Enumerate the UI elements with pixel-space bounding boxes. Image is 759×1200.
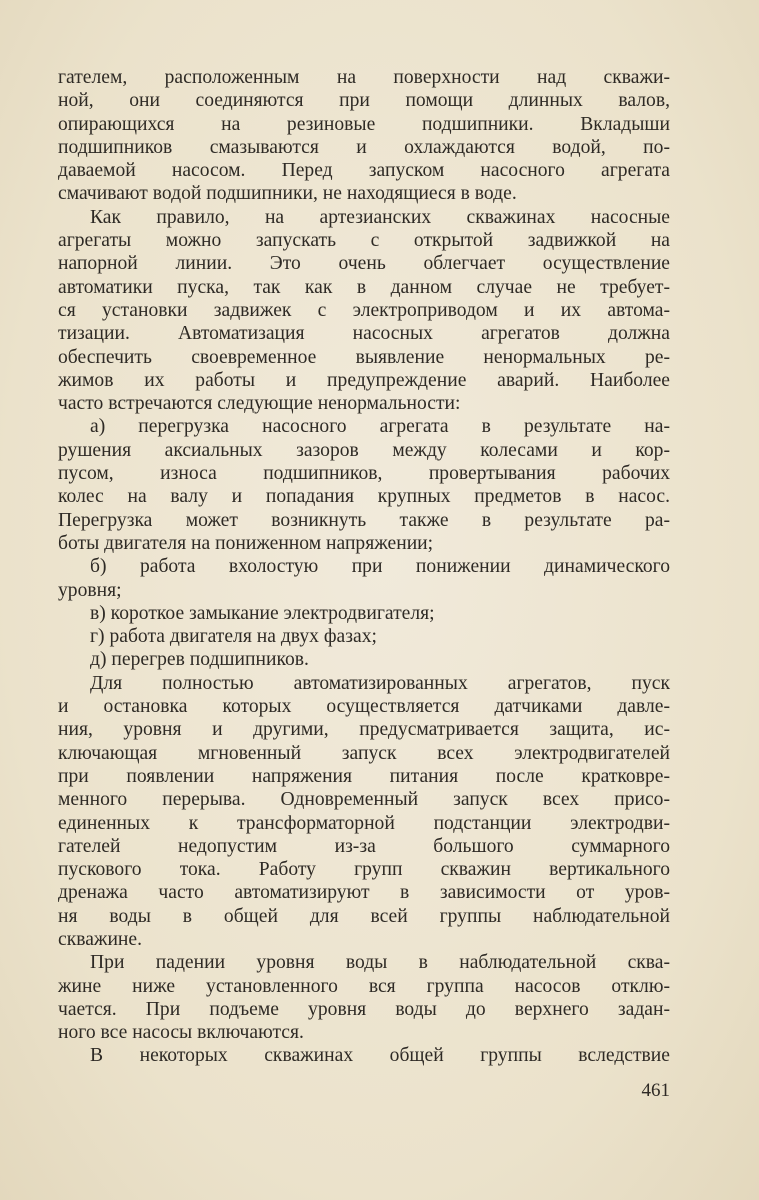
text-line: скважине. bbox=[58, 928, 143, 950]
text-line: при появлении напряжения питания после кратковре- bbox=[58, 765, 670, 787]
text-line: Для полностью автоматизированных агрегатов, пуск bbox=[90, 672, 670, 694]
text-line: пусом, износа подшипников, провертывания рабочих bbox=[58, 463, 670, 485]
text-line: Перегрузка может возникнуть также в результате ра- bbox=[58, 509, 670, 531]
text-line: г) работа двигателя на двух фазах; bbox=[90, 626, 377, 648]
text-line: дренажа часто автоматизируют в зависимости от уров- bbox=[58, 882, 670, 904]
text-line: рушения аксиальных зазоров между колесами и кор- bbox=[58, 439, 670, 461]
text-line: а) перегрузка насосного агрегата в результате на- bbox=[90, 416, 670, 438]
text-line: уровня; bbox=[58, 579, 122, 601]
text-line: ся установки задвижек с электроприводом и их автома- bbox=[58, 299, 670, 321]
text-line: ной, они соединяются при помощи длинных валов, bbox=[58, 90, 670, 112]
text-line: тизации. Автоматизация насосных агрегатов должна bbox=[58, 323, 670, 345]
text-line: ня воды в общей для всей группы наблюдательной bbox=[58, 905, 670, 927]
text-line: д) перегрев подшипников. bbox=[90, 649, 309, 671]
text-line: жимов их работы и предупреждение аварий. Наиболее bbox=[58, 369, 670, 391]
text-line: и остановка которых осуществляется датчиками давле- bbox=[58, 696, 670, 718]
text-line: пускового тока. Работу групп скважин вертикального bbox=[58, 859, 670, 881]
text-line: даваемой насосом. Перед запуском насосного агрегата bbox=[58, 160, 670, 182]
text-line: смачивают водой подшипники, не находящиеся в воде. bbox=[58, 183, 517, 205]
text-line: напорной линии. Это очень облегчает осуществление bbox=[58, 253, 670, 275]
text-line: ния, уровня и другими, предусматривается защита, ис- bbox=[58, 719, 670, 741]
text-line: жине ниже установленного вся группа насосов отклю- bbox=[58, 975, 670, 997]
text-line: При падении уровня воды в наблюдательной сква- bbox=[90, 952, 670, 974]
text-line: ключающая мгновенный запуск всех электродвигателей bbox=[58, 742, 670, 764]
text-line: подшипников смазываются и охлаждаются водой, по- bbox=[58, 136, 670, 158]
text-line: автоматики пуска, так как в данном случае не требует- bbox=[58, 276, 670, 298]
text-line: чается. При подъеме уровня воды до верхнего задан- bbox=[58, 998, 670, 1020]
page-number: 461 bbox=[641, 1080, 670, 1101]
text-line: опирающихся на резиновые подшипники. Вкладыши bbox=[58, 113, 670, 135]
text-line: единенных к трансформаторной подстанции электродви- bbox=[58, 812, 670, 834]
text-line: колес на валу и попадания крупных предметов в насос. bbox=[58, 486, 670, 508]
text-line: агрегаты можно запускать с открытой задвижкой на bbox=[58, 230, 670, 252]
text-line: б) работа вхолостую при понижении динамического bbox=[90, 556, 670, 578]
text-line: в) короткое замыкание электродвигателя; bbox=[90, 602, 435, 624]
text-line: ного все насосы включаются. bbox=[58, 1022, 304, 1044]
text-line: В некоторых скважинах общей группы вследствие bbox=[90, 1045, 670, 1067]
text-line: часто встречаются следующие ненормальности: bbox=[58, 393, 461, 415]
text-line: гателем, расположенным на поверхности над скважи- bbox=[58, 67, 670, 88]
page-body-text bbox=[58, 66, 670, 1068]
text-line: Как правило, на артезианских скважинах насосные bbox=[90, 206, 670, 228]
text-line: боты двигателя на пониженном напряжении; bbox=[58, 532, 434, 554]
text-line: гателей недопустим из-за большого суммарного bbox=[58, 835, 670, 857]
text-line: обеспечить своевременное выявление ненормальных ре- bbox=[58, 346, 670, 368]
text-line: менного перерыва. Одновременный запуск всех присо- bbox=[58, 789, 670, 811]
